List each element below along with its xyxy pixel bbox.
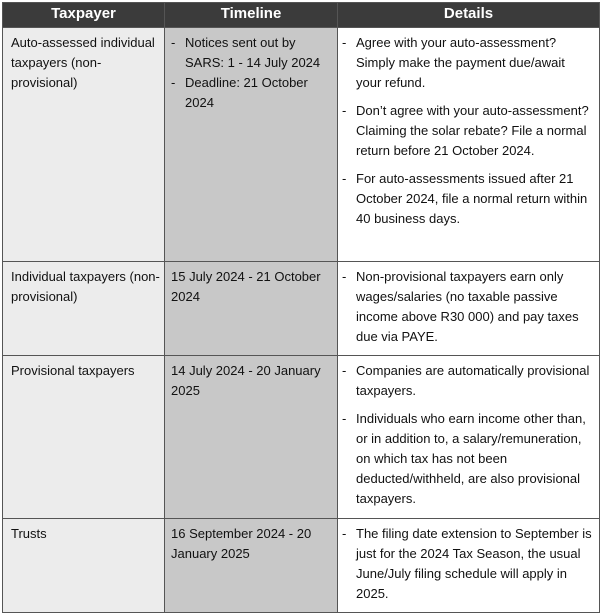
- dash-bullet: -: [342, 411, 347, 426]
- details-item-text: The filing date extension to September is just for the 2024 Tax Season, the usual June/July filing schedule will apply in 2025.: [356, 526, 592, 601]
- table-row-provisional: [3, 356, 600, 519]
- details-item-text: Don’t agree with your auto-assessment? Claiming the solar rebate? File a normal return before 21 October 2024.: [356, 103, 589, 158]
- header-taxpayer: Taxpayer: [3, 3, 165, 28]
- details-cell: [338, 356, 600, 519]
- header-timeline: Timeline: [165, 3, 338, 28]
- details-item-text: For auto-assessments issued after 21 October 2024, file a normal return within 40 business days.: [356, 171, 588, 226]
- dash-bullet: -: [342, 269, 347, 284]
- table-row-individual: [3, 262, 600, 356]
- timeline-item-text: Deadline: 21 October 2024: [185, 75, 308, 110]
- details-item: [342, 101, 593, 161]
- details-cell: [338, 28, 600, 262]
- timeline-cell: [165, 28, 338, 262]
- dash-bullet: -: [342, 171, 347, 186]
- details-cell: [338, 262, 600, 356]
- details-item: [342, 267, 593, 347]
- details-item-text: Companies are automatically provisional taxpayers.: [356, 363, 590, 398]
- taxpayer-cell: Trusts: [3, 519, 165, 613]
- details-item: [342, 361, 593, 401]
- table-row-auto-assessed: [3, 28, 600, 262]
- timeline-item: [171, 33, 333, 73]
- header-details: Details: [338, 3, 600, 28]
- taxpayer-cell: Provisional taxpayers: [3, 356, 165, 519]
- tax-deadlines-table: [2, 2, 600, 613]
- timeline-cell: 14 July 2024 - 20 January 2025: [165, 356, 338, 519]
- dash-bullet: -: [342, 35, 347, 50]
- timeline-item-text: Notices sent out by SARS: 1 - 14 July 2024: [185, 35, 321, 70]
- table-row-trusts: [3, 519, 600, 613]
- details-item: [342, 33, 593, 93]
- dash-bullet: -: [342, 526, 347, 541]
- details-item-text: Non-provisional taxpayers earn only wages/salaries (no taxable passive income above R30 000) and pay taxes due via PAYE.: [356, 269, 579, 344]
- details-item: [342, 169, 593, 229]
- taxpayer-cell: Individual taxpayers (non-provisional): [3, 262, 165, 356]
- details-item: [342, 409, 593, 509]
- timeline-cell: 15 July 2024 - 21 October 2024: [165, 262, 338, 356]
- timeline-item: [171, 73, 333, 113]
- details-cell: [338, 519, 600, 613]
- header-row: [3, 3, 600, 28]
- details-item-text: Agree with your auto-assessment? Simply make the payment due/await your refund.: [356, 35, 565, 90]
- dash-bullet: -: [171, 75, 176, 90]
- taxpayer-cell: Auto-assessed individual taxpayers (non-provisional): [3, 28, 165, 262]
- dash-bullet: -: [342, 363, 347, 378]
- details-item-text: Individuals who earn income other than, or in addition to, a salary/remuneration, on which tax has not been deducted/withheld, are also provisional taxpayers.: [356, 411, 586, 506]
- dash-bullet: -: [342, 103, 347, 118]
- details-item: [342, 524, 593, 604]
- dash-bullet: -: [171, 35, 176, 50]
- timeline-cell: 16 September 2024 - 20 January 2025: [165, 519, 338, 613]
